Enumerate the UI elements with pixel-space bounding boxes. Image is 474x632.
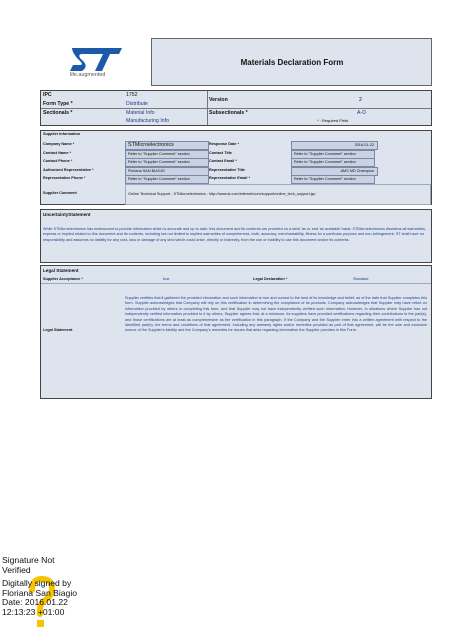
signature-line-6: 12:13:23 +01:00 (2, 606, 65, 617)
acceptance-label: Supplier Acceptance * (43, 277, 83, 281)
sectionals-value-1: Material Info (126, 110, 155, 116)
legal-statement-label: Legal Statement (43, 328, 73, 332)
uncertainty-title: UncertaintyStatement (43, 212, 91, 217)
rep-title-label: Representative Title (209, 168, 246, 172)
supplier-comment-label: Supplier Comment (43, 191, 77, 195)
ipc-value: 1752 (126, 92, 138, 98)
required-note: * : Required Field (317, 118, 348, 123)
uncertainty-statement (40, 209, 432, 263)
contact-title-label: Contact Title (209, 151, 232, 155)
response-date-field[interactable]: 2016-01-22 (291, 141, 378, 150)
declaration-value[interactable]: Standard (353, 277, 369, 281)
form-meta (40, 90, 432, 126)
acceptance-value[interactable]: true (163, 277, 170, 281)
subsectionals-label: Subsectionals * (209, 110, 248, 116)
sectionals-value-2: Manufacturing Info (126, 118, 169, 124)
form-type-value: Distribute (126, 101, 148, 107)
digital-signature[interactable] (2, 556, 122, 618)
version-value: 2 (359, 97, 362, 103)
form-title: Materials Declaration Form (240, 57, 344, 67)
meta-divider (41, 108, 431, 109)
signature-line-3: Digitally signed by (2, 578, 72, 589)
rep-phone-field[interactable]: Refer to "Supplier Comment" section (125, 175, 209, 184)
version-label: Version (209, 97, 228, 103)
supplier-information (40, 130, 432, 205)
authorized-rep-field[interactable]: Floriana SAN BIAGIO (125, 167, 209, 176)
logo-tagline: life.augmented (70, 72, 106, 78)
legal-statement-text: Supplier certifies that it gathered the provided information and such information is true and correct to the best of its knowledge and belief, as of the date that Supplier completes this form. Supplier acknowledges that Company will rely on this certification in determining the compliance of its products. Company acknowledges that Supplier may have relied on information provided by others in completing this form, and that Supplier may not have independently verified such information. However, in situations where Supplier has not independently verified information provided to it by others, Supplier agrees that, at a minimum, its suppliers have provided certifications regarding their contributions to the part(s), and those certifications are at least as comprehensive as the certification in this paragraph. If the Company and the Supplier enter into a written agreement with respect to the identified part(s), the terms and conditions of that agreement, including any warranty rights and/or remedies provided as part of that agreement, will be the sole and exclusive source of the Supplier's liability and the Company's remedies for issues that arise regarding information the Supplier provides in this Form. (125, 296, 427, 333)
contact-name-field[interactable]: Refer to "Supplier Comment" section (125, 150, 209, 159)
ipc-label: IPC (43, 92, 52, 98)
contact-title-field[interactable]: Refer to "Supplier Comment" section (291, 150, 375, 159)
st-logo (40, 38, 152, 86)
subsectionals-value: A-D (357, 110, 366, 116)
signature-line-1: Signature Not (2, 555, 55, 565)
meta-column-divider (207, 91, 208, 125)
rep-email-field[interactable]: Refer to "Supplier Comment" section (291, 175, 375, 184)
rep-phone-label: Representative Phone * (43, 176, 86, 180)
contact-email-label: Contact Email * (209, 159, 237, 163)
signature-line-2: Verified (2, 564, 31, 575)
company-field[interactable]: STMicroelectronics (125, 141, 209, 150)
contact-name-label: Contact Name * (43, 151, 72, 155)
rep-title-field[interactable]: AMS MD Champion (291, 167, 378, 176)
contact-phone-label: Contact Phone * (43, 159, 73, 163)
form-type-label: Form Type * (43, 101, 73, 107)
signature-line-4: Floriana San Biagio (2, 587, 78, 598)
contact-phone-field[interactable]: Refer to "Supplier Comment" section (125, 158, 209, 167)
legal-divider (41, 283, 431, 284)
rep-email-label: Representative Email * (209, 176, 250, 180)
legal-statement-section (40, 265, 432, 399)
sectionals-label: Sectionals * (43, 110, 73, 116)
company-label: Company Name * (43, 142, 75, 146)
response-date-label: Response Date * (209, 142, 239, 146)
signature-line-5: Date: 2016.01.22 (2, 597, 68, 608)
legal-title: Legal Statement (43, 268, 79, 273)
supplier-section-title: Supplier Information (43, 132, 81, 136)
contact-email-field[interactable]: Refer to "Supplier Comment" section (291, 158, 375, 167)
declaration-label: Legal Declaration * (253, 277, 288, 281)
uncertainty-text: While STMicroelectronics has endeavored to provide information which is accurate and up to date, this document and its contents are provided on a strict 'as is' and 'as available' basis. STMicroelectronics disclaims all warranties, express or implied related to this document and its contents, including but not limited to implied warranties of completeness, truth, accuracy, merchantability, fitness for a particular purpose and non-infringement. ST shall have no responsibility and assumes no liability for any cost, loss or damage of any kind which could arise, directly or indirectly, from the use or inability to use this document and/or its contents. (43, 227, 426, 242)
supplier-comment-field[interactable]: Online Technical Support - STMicroelectronics : http://www.st.com/internet/com/support/online_tech_support.jsp (125, 184, 431, 205)
authorized-rep-label: Authorized Representative * (43, 168, 94, 172)
